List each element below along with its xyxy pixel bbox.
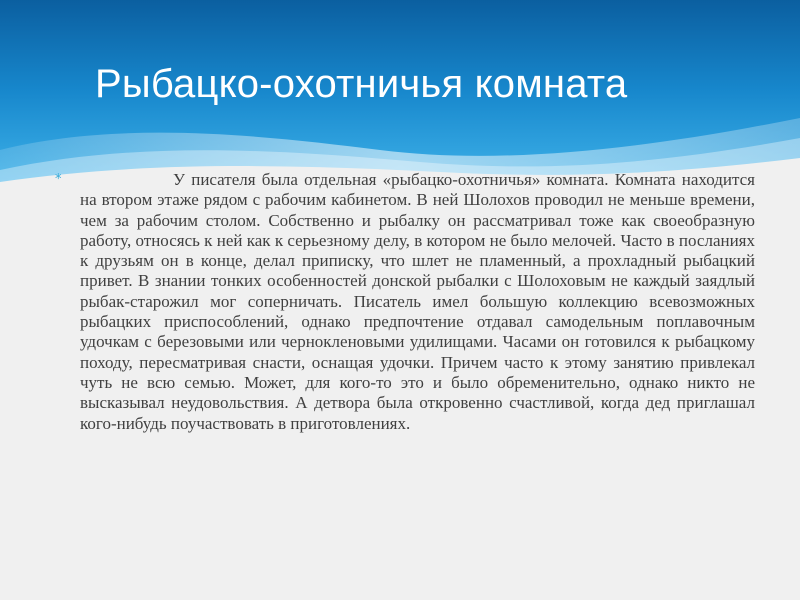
- body-paragraph: У писателя была отдельная «рыбацко-охотничья» комната. Комната находится на втором этаже рядом с рабочим кабинетом. В ней Шолохов проводил не меньше времени, чем за рабочим столом. Собственно и рыбалку он рассматривал тоже как своеобразную работу, относясь к ней как к серьезному делу, в котором не было мелочей. Часто в посланиях к друзьям он в конце, делал приписку, что шлет не пламенный, а прохладный рыбацкий привет. В знании тонких особенностей донской рыбалки с Шолоховым не каждый заядлый рыбак-старожил мог соперничать. Писатель имел большую коллекцию всевозможных рыбацких приспособлений, однако предпочтение отдавал самодельным поплавочным удочкам с березовыми или чернокленовыми удилищами. Часами он готовился к рыбацкому походу, пересматривая снасти, оснащая удочки. Причем часто к этому занятию привлекал чуть не всю семью. Может, для кого-то это и было обременительно, однако никто не высказывал неудовольствия. А детвора была откровенно счастливой, когда дед приглашал кого-нибудь поучаствовать в приготовлениях.: [80, 170, 755, 433]
- bullet-icon: *: [55, 172, 62, 187]
- slide-body: [55, 170, 755, 434]
- slide-title: Рыбацко-охотничья комната: [95, 62, 628, 106]
